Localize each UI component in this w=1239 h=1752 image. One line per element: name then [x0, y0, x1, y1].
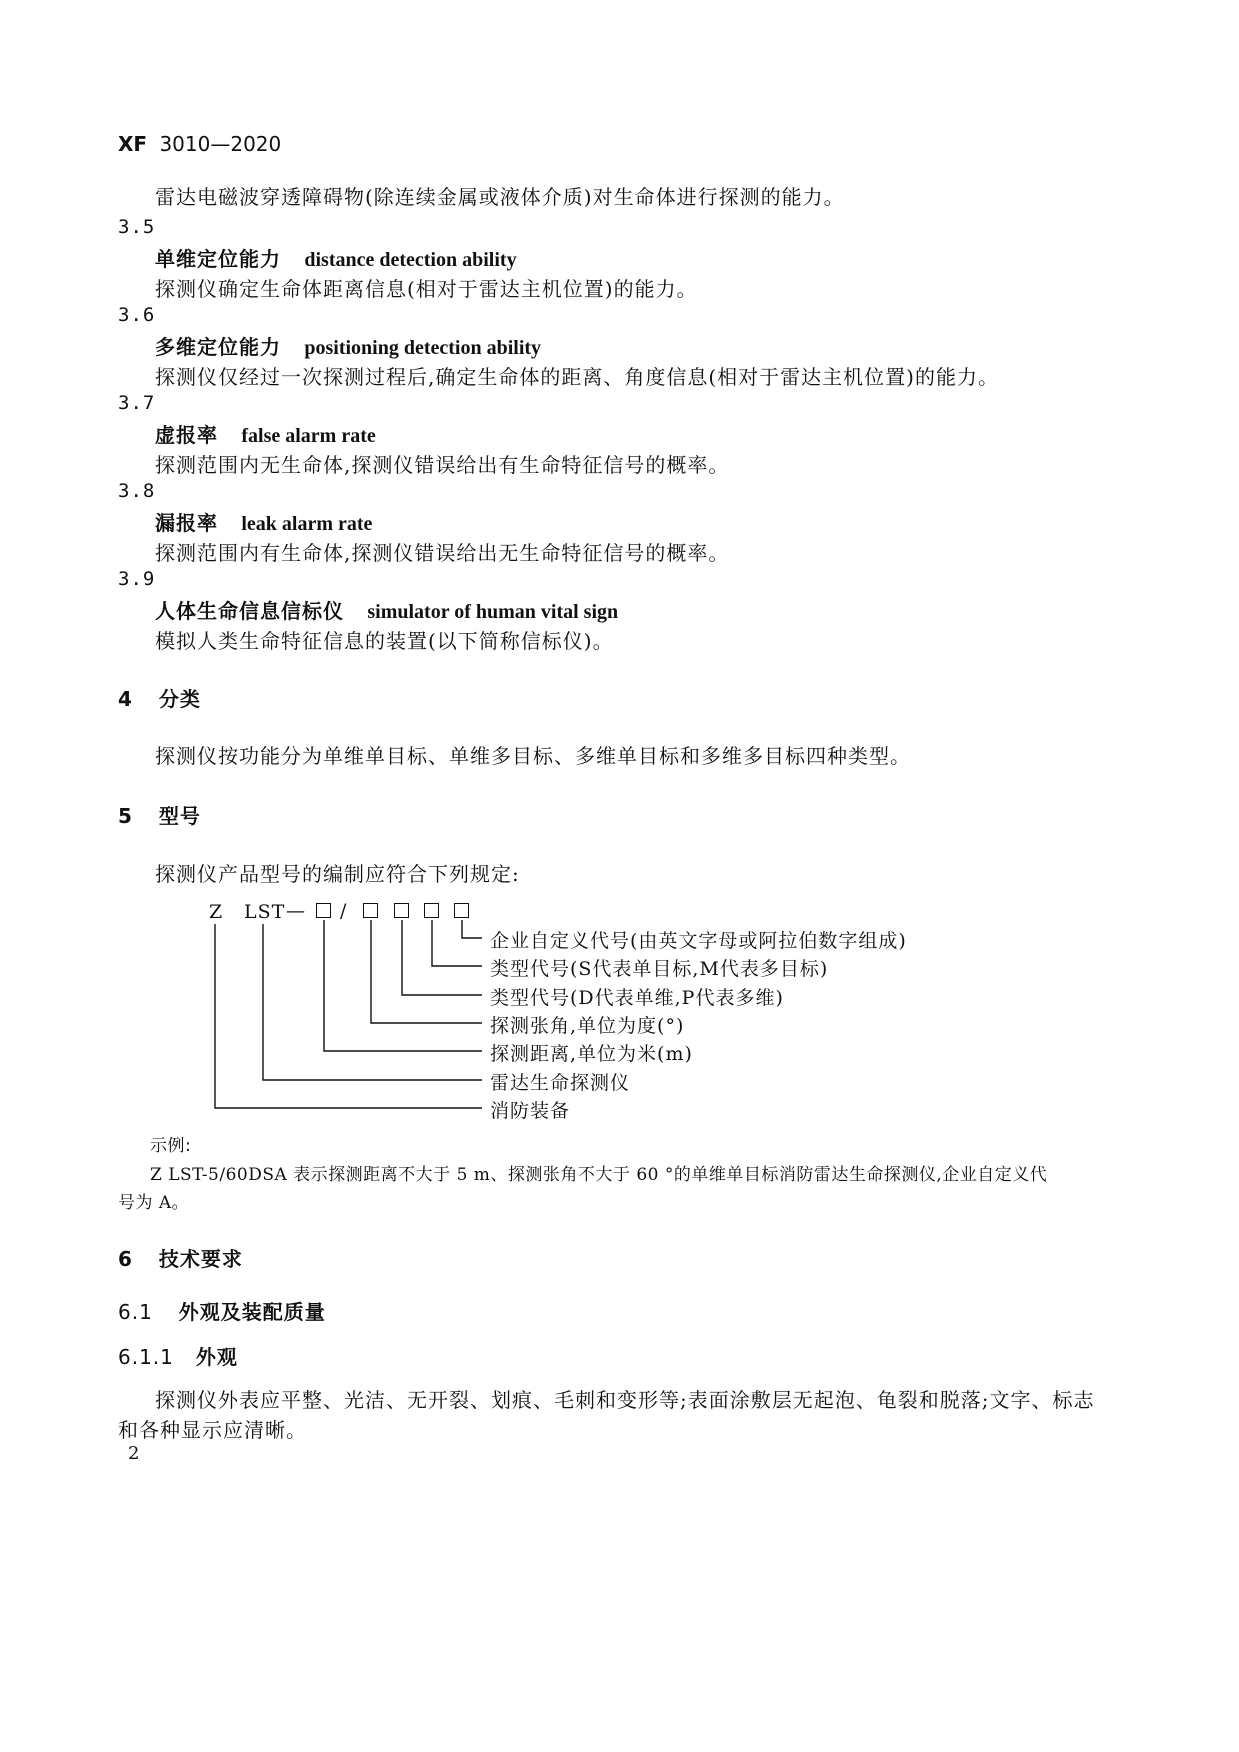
subsubsection-number: 6.1.1: [118, 1345, 174, 1369]
term-description: 模拟人类生命特征信息的装置(以下简称信标仪)。: [155, 629, 614, 653]
section-text: 探测仪按功能分为单维单目标、单维多目标、多维单目标和多维多目标四种类型。: [155, 744, 911, 768]
code-number: 3010—2020: [159, 132, 282, 156]
subsubsection-title: 外观: [195, 1345, 238, 1369]
clause-number: 3.7: [118, 392, 156, 414]
term-zh: 漏报率: [155, 511, 218, 535]
code-lst: LST: [244, 901, 286, 923]
code-z: Z: [209, 901, 224, 923]
clause-number: 3.9: [118, 568, 156, 590]
code-prefix: XF: [118, 132, 148, 156]
subsection-title: 外观及装配质量: [178, 1300, 326, 1324]
term-description: 探测仪仅经过一次探测过程后,确定生命体的距离、角度信息(相对于雷达主机位置)的能力。: [155, 365, 999, 389]
diagram-label: 消防装备: [490, 1100, 571, 1122]
term-en: distance detection ability: [304, 249, 517, 271]
term-en: false alarm rate: [241, 425, 376, 447]
leader-line: [263, 924, 482, 1080]
section-number: 4: [118, 687, 133, 711]
term-description: 探测仪确定生命体距离信息(相对于雷达主机位置)的能力。: [155, 277, 698, 301]
diagram-label: 类型代号(D代表单维,P代表多维): [490, 987, 784, 1009]
leader-line: [462, 920, 482, 938]
page-number: 2: [128, 1443, 140, 1464]
subsubsection-heading: [118, 1341, 238, 1370]
clause-number: 3.5: [118, 216, 156, 238]
diagram-label: 类型代号(S代表单目标,M代表多目标): [490, 958, 829, 980]
clause-number: 3.8: [118, 480, 156, 502]
example-text: Z LST-5/60DSA 表示探测距离不大于 5 m、探测张角不大于 60 °的单维单目标消防雷达生命探测仪,企业自定义代: [150, 1165, 1048, 1185]
section-number: 5: [118, 804, 133, 828]
term-en: positioning detection ability: [304, 337, 542, 359]
term-description: 探测范围内无生命体,探测仪错误给出有生命特征信号的概率。: [155, 453, 730, 477]
term-en: simulator of human vital sign: [367, 601, 619, 623]
term-zh: 多维定位能力: [155, 335, 281, 359]
term-description: 探测范围内有生命体,探测仪错误给出无生命特征信号的概率。: [155, 541, 730, 565]
term-en: leak alarm rate: [241, 513, 373, 535]
section-title: 分类: [158, 687, 201, 711]
section-title: 技术要求: [158, 1247, 243, 1271]
leader-line: [324, 920, 482, 1051]
subsection-number: 6.1: [118, 1300, 153, 1324]
term-zh: 单维定位能力: [155, 247, 281, 271]
example-label: 示例:: [150, 1136, 192, 1156]
leader-line: [402, 920, 482, 995]
diagram-label: 企业自定义代号(由英文字母或阿拉伯数字组成): [490, 930, 907, 952]
clause-number: 3.6: [118, 304, 156, 326]
code-slash: /: [340, 900, 348, 922]
diagram-label: 探测张角,单位为度(°): [490, 1015, 685, 1037]
leader-line: [432, 920, 482, 966]
term-zh: 虚报率: [155, 423, 218, 447]
paragraph-line: 探测仪外表应平整、光洁、无开裂、划痕、毛刺和变形等;表面涂敷层无起泡、龟裂和脱落;文字、标志: [155, 1388, 1095, 1412]
code-dash: —: [286, 900, 306, 922]
section-number: 6: [118, 1247, 133, 1271]
section-heading: [118, 1243, 243, 1272]
example-text: 号为 A。: [118, 1193, 190, 1213]
diagram-label: 雷达生命探测仪: [490, 1072, 631, 1094]
diagram-label: 探测距离,单位为米(m): [490, 1043, 693, 1065]
leader-line: [371, 920, 482, 1023]
subsection-heading: [118, 1296, 326, 1325]
paragraph-line: 和各种显示应清晰。: [118, 1418, 307, 1442]
term-zh: 人体生命信息信标仪: [155, 599, 344, 623]
intro-line: 雷达电磁波穿透障碍物(除连续金属或液体介质)对生命体进行探测的能力。: [155, 185, 845, 209]
section-text: 探测仪产品型号的编制应符合下列规定:: [155, 862, 520, 886]
section-title: 型号: [158, 804, 201, 828]
